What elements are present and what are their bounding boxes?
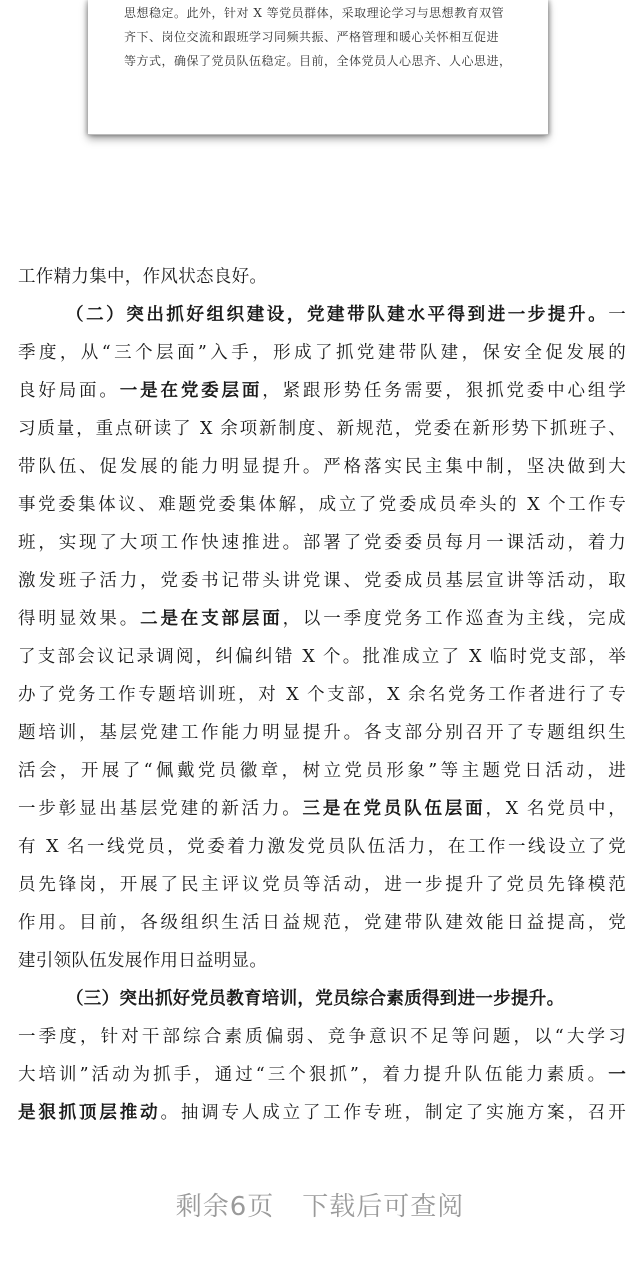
paragraph-line: 建引领队伍发展作用日益明显。 bbox=[18, 951, 268, 971]
paragraph-line: 了支部会议记录调阅，纠偏纠错 X 个。批准成立了 X 临时党支部，举 bbox=[18, 647, 626, 667]
paragraph-line: 习质量，重点研读了 X 余项新制度、新规范，党委在新形势下抓班子、 bbox=[18, 419, 626, 439]
point-heading: 一是在党委层面 bbox=[119, 381, 263, 401]
paragraph-line: （二）突出抓好组织建设，党建带队建水平得到进一步提升。一 bbox=[66, 305, 626, 325]
paragraph-line: 员先锋岗，开展了民主评议党员等活动，进一步提升了党员先锋模范 bbox=[18, 875, 626, 895]
paragraph-line: 带队伍、促发展的能力明显提升。严格落实民主集中制，坚决做到大 bbox=[18, 457, 626, 477]
paragraph-line: 班，实现了大项工作快速推进。部署了党委委员每月一课活动，着力 bbox=[18, 533, 626, 553]
download-prompt[interactable] bbox=[0, 1186, 640, 1223]
section-heading-3: （三）突出抓好党员教育培训，党员综合素质得到进一步提升。 bbox=[66, 989, 565, 1009]
paragraph-line: 事党委集体议、难题党委集体解，成立了党委成员牵头的 X 个工作专 bbox=[18, 495, 626, 515]
preview-text bbox=[124, 4, 524, 76]
point-heading: 是狠抓顶层推动 bbox=[18, 1103, 161, 1123]
paragraph-line: 季度，从“三个层面”入手，形成了抓党建带队建，保安全促发展的 bbox=[18, 343, 626, 363]
paragraph-line: 激发班子活力，党委书记带头讲党课、党委成员基层宣讲等活动，取 bbox=[18, 571, 626, 591]
remaining-pages-label: 剩余6页 bbox=[175, 1192, 275, 1222]
paragraph-line: 作用。目前，各级组织生活日益规范，党建带队建效能日益提高，党 bbox=[18, 913, 626, 933]
preview-line: 等方式，确保了党员队伍稳定。目前，全体党员人心思齐、人心思进， bbox=[124, 54, 512, 68]
paragraph-line: 是狠抓顶层推动。抽调专人成立了工作专班，制定了实施方案，召开 bbox=[18, 1103, 626, 1123]
preview-line: 齐下、岗位交流和跟班学习同频共振、严格管理和暖心关怀相互促进 bbox=[124, 30, 500, 44]
paragraph-line: 良好局面。一是在党委层面，紧跟形势任务需要，狠抓党委中心组学 bbox=[18, 381, 626, 401]
section-heading-2: （二）突出抓好组织建设，党建带队建水平得到进一步提升。 bbox=[66, 305, 609, 325]
paragraph-line: 得明显效果。二是在支部层面，以一季度党务工作巡查为主线，完成 bbox=[18, 609, 626, 629]
paragraph-line: 一步彰显出基层党建的新活力。三是在党员队伍层面，X 名党员中， bbox=[18, 799, 626, 819]
download-to-view-label[interactable]: 下载后可查阅 bbox=[302, 1192, 465, 1222]
previous-page-preview bbox=[88, 0, 548, 135]
paragraph-line: 有 X 名一线党员，党委着力激发党员队伍活力，在工作一线设立了党 bbox=[18, 837, 626, 857]
paragraph-line: 一季度，针对干部综合素质偏弱、竞争意识不足等问题，以“大学习 bbox=[18, 1027, 626, 1047]
paragraph-line: 工作精力集中，作风状态良好。 bbox=[18, 267, 268, 287]
document-body bbox=[18, 258, 626, 1132]
paragraph-line: 活会，开展了“佩戴党员徽章，树立党员形象”等主题党日活动，进 bbox=[18, 761, 626, 781]
paragraph-line: 办了党务工作专题培训班，对 X 个支部，X 余名党务工作者进行了专 bbox=[18, 685, 626, 705]
point-heading: 三是在党员队伍层面 bbox=[302, 799, 486, 819]
point-heading: 二是在支部层面 bbox=[140, 609, 283, 629]
paragraph-line: 大培训”活动为抓手，通过“三个狠抓”，着力提升队伍能力素质。一 bbox=[18, 1065, 626, 1085]
paragraph-line: 题培训，基层党建工作能力明显提升。各支部分别召开了专题组织生 bbox=[18, 723, 626, 743]
preview-line: 思想稳定。此外，针对 X 等党员群体，采取理论学习与思想教育双管 bbox=[124, 6, 505, 20]
